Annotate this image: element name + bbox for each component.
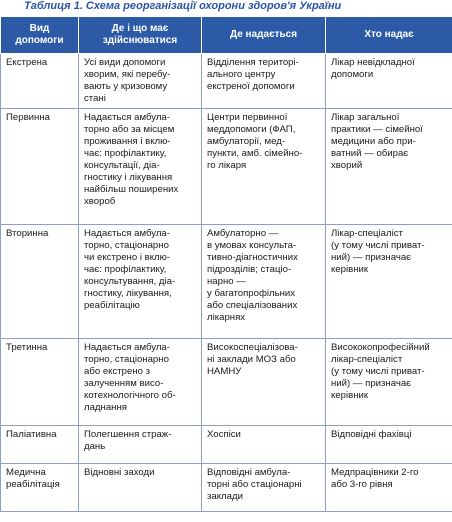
cell-who: Лікар невідкладної допомоги xyxy=(326,54,452,109)
header-type: Вид допомоги xyxy=(1,17,79,54)
cell-type: Паліативна xyxy=(1,426,79,464)
table-row xyxy=(1,225,452,339)
cell-who: Висококопрофесійний лікар-спеціаліст (у тому числі приват- ний) — призначає керівник xyxy=(326,339,452,426)
cell-where: Відділення територі- ального центру екстреної допомоги xyxy=(202,54,326,109)
table-body xyxy=(1,54,452,512)
cell-where: Хоспіси xyxy=(202,426,326,464)
cell-who: Лікар-спеціаліст (у тому числі приват- ний) — призначає керівник xyxy=(326,225,452,339)
cell-what: Відновні заходи xyxy=(79,464,202,512)
cell-what: Надається амбула- торно, стаціонарно чи екстрено і вклю- чає: профілактику, консультування, діа- гностику, лікування, реабілітацію xyxy=(79,225,202,339)
table-caption: Таблиця 1. Схема реорганізації охорони здоров'я України xyxy=(24,0,342,12)
cell-type: Вторинна xyxy=(1,225,79,339)
header-row xyxy=(1,17,452,54)
cell-where: Центри первинної меддопомоги (ФАП, амбулаторії, мед- пункти, амб. сімейно- го лікаря xyxy=(202,109,326,225)
cell-type: Третинна xyxy=(1,339,79,426)
cell-type: Первинна xyxy=(1,109,79,225)
table-row xyxy=(1,109,452,225)
cell-what: Надається амбула- торно або за місцем проживання і вклю- чає: профілактику, консультації, діа- гностику і лікування найбільш поширених хвороб xyxy=(79,109,202,225)
reorganization-table xyxy=(0,16,452,512)
cell-type: Медична реабілітація xyxy=(1,464,79,512)
header-who: Хто надає xyxy=(326,17,452,54)
cell-where: Високоспеціалізова- ні заклади МОЗ або НАМНУ xyxy=(202,339,326,426)
table-row xyxy=(1,339,452,426)
header-what: Де і що має здійснюватися xyxy=(79,17,202,54)
cell-who: Лікар загальної практики — сімейної медицини або при- ватний — обирає хворий xyxy=(326,109,452,225)
cell-where: Відповідні амбула- торні або стаціонарні заклади xyxy=(202,464,326,512)
cell-what: Усі види допомоги хворим, які перебу- вають у кризовому стані xyxy=(79,54,202,109)
header-where: Де надається xyxy=(202,17,326,54)
table-header xyxy=(1,17,452,54)
table-row xyxy=(1,54,452,109)
table-row xyxy=(1,426,452,464)
cell-who: Медпрацівники 2-го або 3-го рівня xyxy=(326,464,452,512)
cell-where: Амбулаторно — в умовах консульта- тивно-діагностичних підрозділів; стаціо- нарно — у багатопрофільних або спеціалізованих лікарнях xyxy=(202,225,326,339)
cell-what: Надається амбула- торно, стаціонарно або екстрено з залученням висо- котехнологічного об- ладнання xyxy=(79,339,202,426)
cell-who: Відповідні фахівці xyxy=(326,426,452,464)
cell-type: Екстрена xyxy=(1,54,79,109)
cell-what: Полегшення страж- дань xyxy=(79,426,202,464)
table-row xyxy=(1,464,452,512)
